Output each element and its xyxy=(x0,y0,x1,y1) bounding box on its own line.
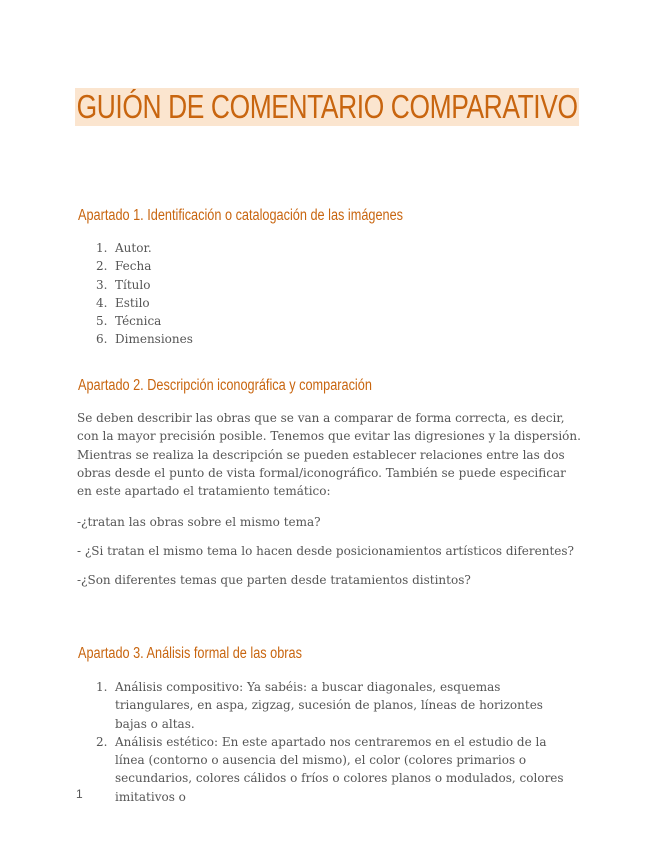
page-number: 1 xyxy=(76,787,83,801)
list-item-text: Estilo xyxy=(115,295,150,310)
section-2-question-1: -¿tratan las obras sobre el mismo tema? xyxy=(77,515,321,529)
list-item xyxy=(96,330,193,348)
section-2-heading: Apartado 2. Descripción iconográfica y comparación xyxy=(78,377,372,394)
section-2-question-2: - ¿Si tratan el mismo tema lo hacen desde posicionamientos artísticos diferentes? xyxy=(77,544,574,558)
section-1-heading: Apartado 1. Identificación o catalogación de las imágenes xyxy=(78,207,404,224)
list-item-number: 2. xyxy=(96,734,108,749)
section-1-list xyxy=(96,239,193,349)
section-3-heading: Apartado 3. Análisis formal de las obras xyxy=(78,645,302,662)
list-item-text: Análisis compositivo: Ya sabéis: a buscar diagonales, esquemas triangulares, en aspa, zigzag, sucesión de planos, líneas de horizontes bajas o altas. xyxy=(115,680,543,731)
list-item xyxy=(96,733,566,806)
list-item-text: Análisis estético: En este apartado nos centraremos en el estudio de la línea (contorno o ausencia del mismo), el color (colores primarios o secundarios, colores cálidos o fríos o colores planos o modulados, colores imitativos o xyxy=(115,734,564,804)
document-title: GUIÓN DE COMENTARIO COMPARATIVO xyxy=(77,88,578,125)
list-item xyxy=(96,257,193,275)
section-2-paragraph: Se deben describir las obras que se van a comparar de forma correcta, es decir, con la mayor precisión posible. Tenemos que evitar las digresiones y la dispersión. Mientras se realiza la descripción se pueden establecer relaciones entre las dos obras desde el punto de vista formal/iconográfico. También se puede especificar en este apartado el tratamiento temático: xyxy=(77,411,581,499)
list-item-text: Título xyxy=(115,277,151,292)
list-item-text: Técnica xyxy=(115,314,162,329)
list-item xyxy=(96,678,566,733)
list-item-text: Dimensiones xyxy=(115,332,193,347)
list-item-text: Autor. xyxy=(115,241,152,255)
list-item-text: Fecha xyxy=(115,259,152,274)
list-item-number: 2. xyxy=(96,259,108,274)
section-3-list xyxy=(96,678,566,806)
list-item xyxy=(96,312,193,330)
list-item-number: 4. xyxy=(96,295,108,310)
list-item xyxy=(96,276,193,294)
title-container xyxy=(0,88,655,126)
list-item-number: 5. xyxy=(96,314,108,329)
list-item xyxy=(96,294,193,312)
list-item-number: 1. xyxy=(96,680,108,694)
list-item-number: 3. xyxy=(96,277,108,292)
list-item xyxy=(96,239,193,257)
list-item-number: 6. xyxy=(96,332,108,347)
list-item-number: 1. xyxy=(96,241,108,255)
section-2-question-3: -¿Son diferentes temas que parten desde tratamientos distintos? xyxy=(77,573,471,587)
